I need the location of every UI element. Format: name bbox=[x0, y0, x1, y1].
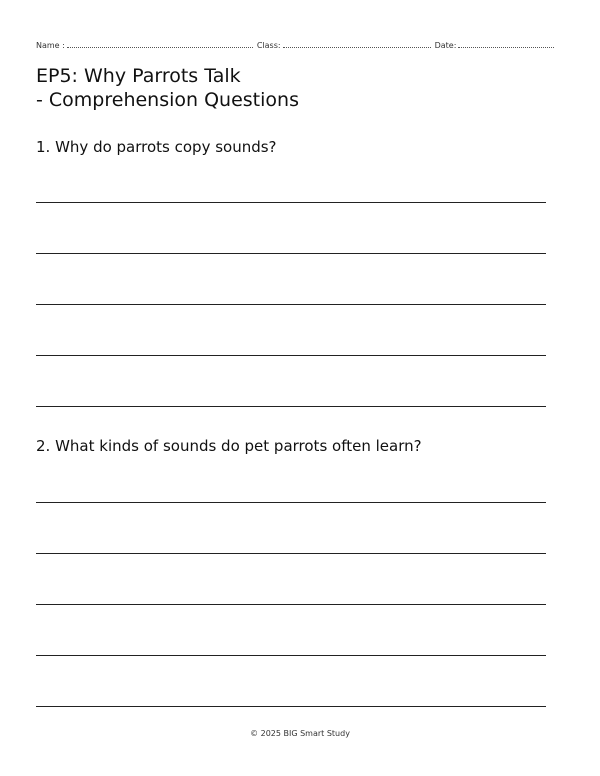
name-field bbox=[36, 41, 253, 50]
class-blank[interactable] bbox=[283, 47, 431, 48]
copyright-footer: © 2025 BIG Smart Study bbox=[250, 729, 350, 738]
question-1: 1. Why do parrots copy sounds? bbox=[36, 138, 277, 156]
answer-line[interactable] bbox=[36, 655, 546, 656]
title-line-2: - Comprehension Questions bbox=[36, 89, 299, 111]
answer-line[interactable] bbox=[36, 355, 546, 356]
answer-line[interactable] bbox=[36, 253, 546, 254]
worksheet-header bbox=[36, 36, 562, 50]
date-label: Date: bbox=[434, 41, 457, 50]
answer-line[interactable] bbox=[36, 706, 546, 707]
date-blank[interactable] bbox=[458, 47, 554, 48]
answer-line[interactable] bbox=[36, 304, 546, 305]
class-label: Class: bbox=[256, 41, 281, 50]
answer-line[interactable] bbox=[36, 406, 546, 407]
date-field bbox=[435, 41, 555, 50]
name-label: Name : bbox=[36, 41, 65, 50]
answer-line[interactable] bbox=[36, 604, 546, 605]
answer-line[interactable] bbox=[36, 502, 546, 503]
name-blank[interactable] bbox=[67, 47, 253, 48]
page-title bbox=[36, 64, 299, 112]
answer-line[interactable] bbox=[36, 202, 546, 203]
answer-line[interactable] bbox=[36, 553, 546, 554]
title-line-1: EP5: Why Parrots Talk bbox=[36, 65, 241, 87]
question-2: 2. What kinds of sounds do pet parrots often learn? bbox=[36, 437, 422, 455]
class-field bbox=[257, 41, 431, 50]
